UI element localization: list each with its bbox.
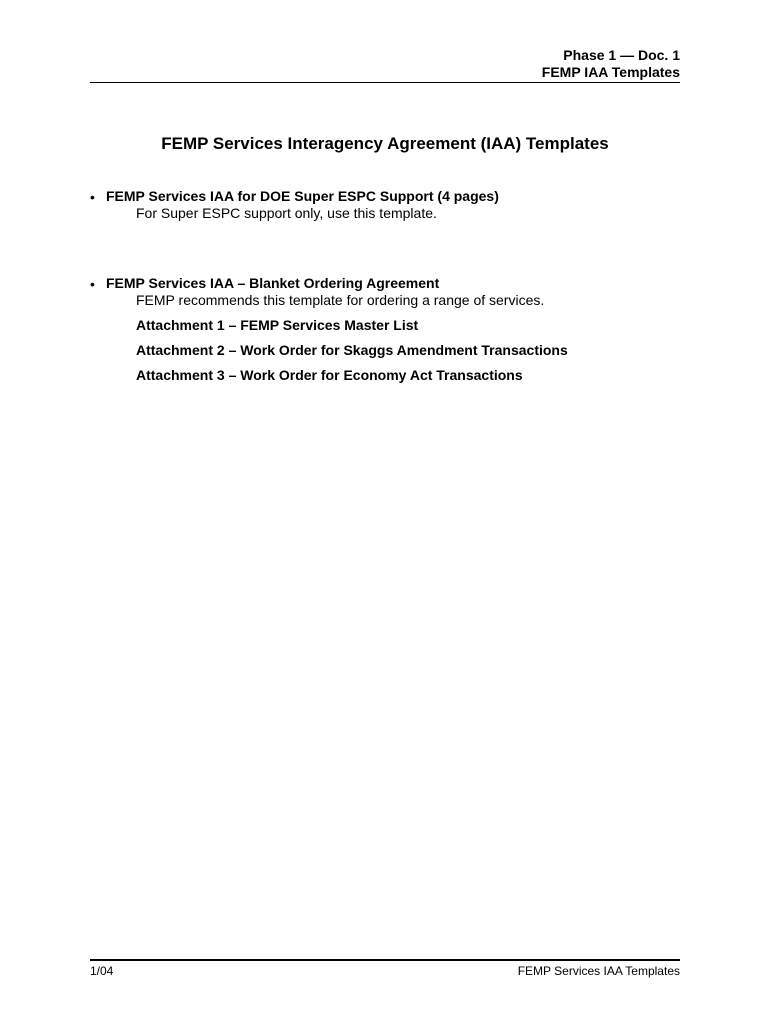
template-title-link[interactable]: FEMP Services IAA for DOE Super ESPC Support (4 pages) — [106, 188, 499, 204]
footer-date: 1/04 — [90, 964, 114, 978]
header-doc-title: FEMP IAA Templates — [541, 64, 680, 80]
template-description: For Super ESPC support only, use this template. — [136, 205, 437, 221]
document-title: FEMP Services Interagency Agreement (IAA) Templates — [161, 134, 609, 153]
template-description: FEMP recommends this template for ordering a range of services. — [136, 292, 545, 308]
template-title-link[interactable]: FEMP Services IAA – Blanket Ordering Agreement — [106, 275, 440, 291]
bullet-icon: • — [90, 276, 95, 292]
attachment-link-3[interactable]: Attachment 3 – Work Order for Economy Act Transactions — [136, 367, 523, 383]
attachment-list — [106, 317, 680, 384]
bullet-icon: • — [90, 189, 95, 205]
template-list — [90, 187, 680, 436]
header-doc-number: Phase 1 — Doc. 1 — [563, 47, 680, 63]
page-header — [90, 47, 680, 81]
footer-divider — [90, 959, 680, 961]
template-item-super-espc — [90, 187, 680, 222]
attachment-link-1[interactable]: Attachment 1 – FEMP Services Master List — [136, 317, 419, 333]
footer-title: FEMP Services IAA Templates — [517, 964, 680, 978]
template-item-blanket-ordering — [90, 274, 680, 384]
header-divider — [90, 82, 680, 83]
attachment-link-2[interactable]: Attachment 2 – Work Order for Skaggs Amendment Transactions — [136, 342, 568, 358]
